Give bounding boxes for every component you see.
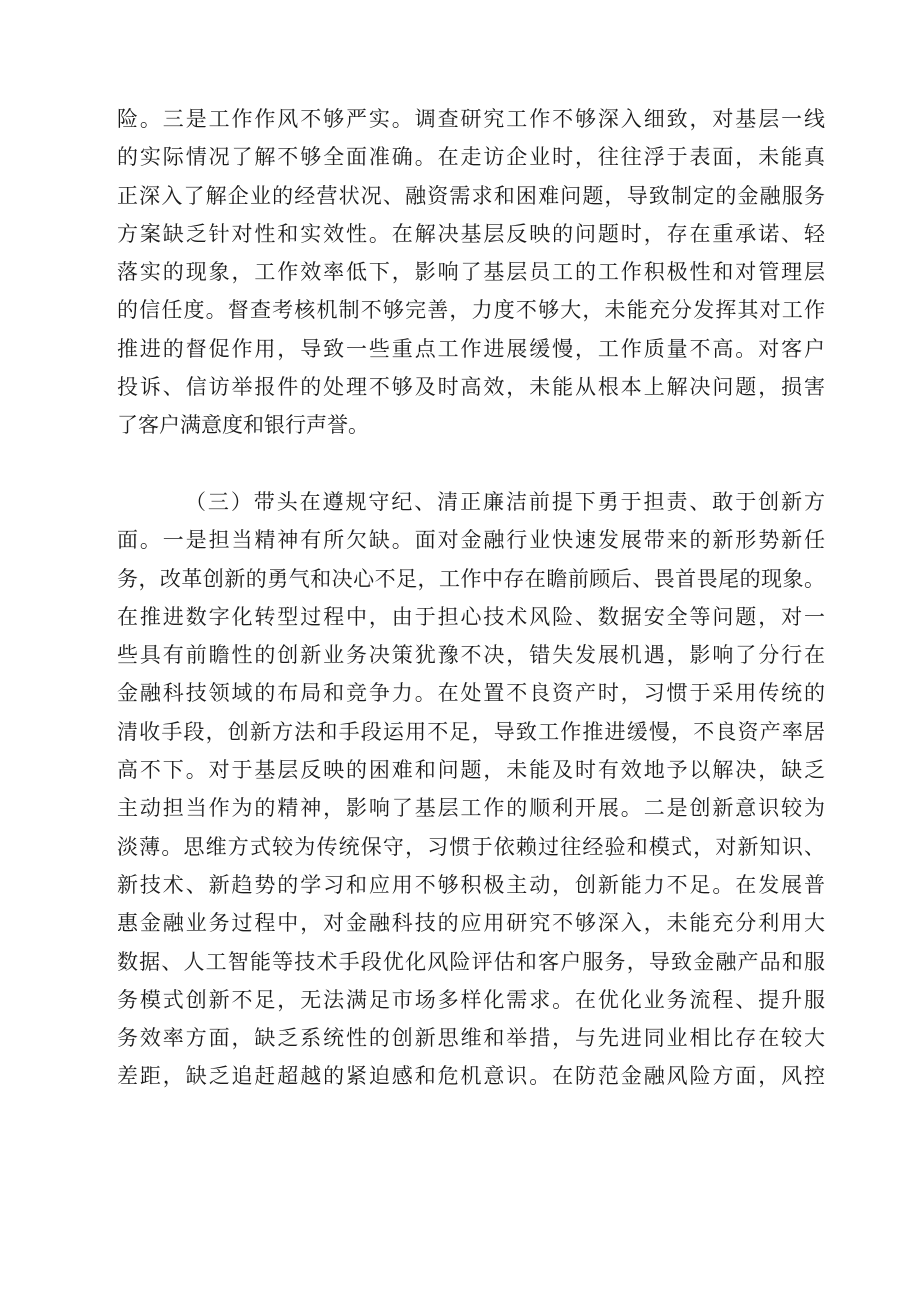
- text-line: 推进的督促作用，导致一些重点工作进展缓慢，工作质量不高。对客户: [117, 336, 825, 361]
- paragraph-responsibility-innovation: [117, 483, 825, 1096]
- section-heading-line: （三）带头在遵规守纪、清正廉洁前提下勇于担责、敢于创新方: [185, 490, 825, 514]
- text-line: 了客户满意度和银行声誉。: [117, 413, 369, 438]
- text-line: 务效率方面，缺乏系统性的创新思维和举措，与先进同业相比存在较大: [117, 1026, 825, 1051]
- text-line: 主动担当作为的精神，影响了基层工作的顺利开展。二是创新意识较为: [117, 796, 825, 821]
- text-line: 高不下。对于基层反映的困难和问题，未能及时有效地予以解决，缺乏: [117, 758, 825, 783]
- text-line: 务，改革创新的勇气和决心不足，工作中存在瞻前顾后、畏首畏尾的现象。: [117, 566, 825, 591]
- text-line: 方案缺乏针对性和实效性。在解决基层反映的问题时，存在重承诺、轻: [117, 221, 825, 246]
- text-line: 的实际情况了解不够全面准确。在走访企业时，往往浮于表面，未能真: [117, 145, 825, 170]
- text-line: 金融科技领域的布局和竞争力。在处置不良资产时，习惯于采用传统的: [117, 681, 825, 706]
- text-line: 惠金融业务过程中，对金融科技的应用研究不够深入，未能充分利用大: [117, 911, 825, 936]
- text-line: 落实的现象，工作效率低下，影响了基层员工的工作积极性和对管理层: [117, 260, 825, 285]
- text-line: 险。三是工作作风不够严实。调查研究工作不够深入细致，对基层一线: [117, 107, 825, 131]
- text-line: 投诉、信访举报件的处理不够及时高效，未能从根本上解决问题，损害: [117, 375, 825, 400]
- text-line: 淡薄。思维方式较为传统保守，习惯于依赖过往经验和模式，对新知识、: [117, 834, 825, 859]
- text-line: 在推进数字化转型过程中，由于担心技术风险、数据安全等问题，对一: [117, 604, 825, 629]
- text-line: 数据、人工智能等技术手段优化风险评估和客户服务，导致金融产品和服: [117, 949, 825, 974]
- text-line: 的信任度。督查考核机制不够完善，力度不够大，未能充分发挥其对工作: [117, 298, 825, 323]
- text-line: 清收手段，创新方法和手段运用不足，导致工作推进缓慢，不良资产率居: [117, 719, 825, 744]
- text-line: 务模式创新不足，无法满足市场多样化需求。在优化业务流程、提升服: [117, 987, 825, 1012]
- text-line: 新技术、新趋势的学习和应用不够积极主动，创新能力不足。在发展普: [117, 872, 825, 897]
- paragraph-work-style: [117, 100, 825, 445]
- text-line: 正深入了解企业的经营状况、融资需求和困难问题，导致制定的金融服务: [117, 183, 825, 208]
- text-line: 些具有前瞻性的创新业务决策犹豫不决，错失发展机遇，影响了分行在: [117, 643, 825, 668]
- text-line: 差距，缺乏追赶超越的紧迫感和危机意识。在防范金融风险方面，风控: [117, 1064, 825, 1089]
- text-line: 面。一是担当精神有所欠缺。面对金融行业快速发展带来的新形势新任: [117, 528, 825, 553]
